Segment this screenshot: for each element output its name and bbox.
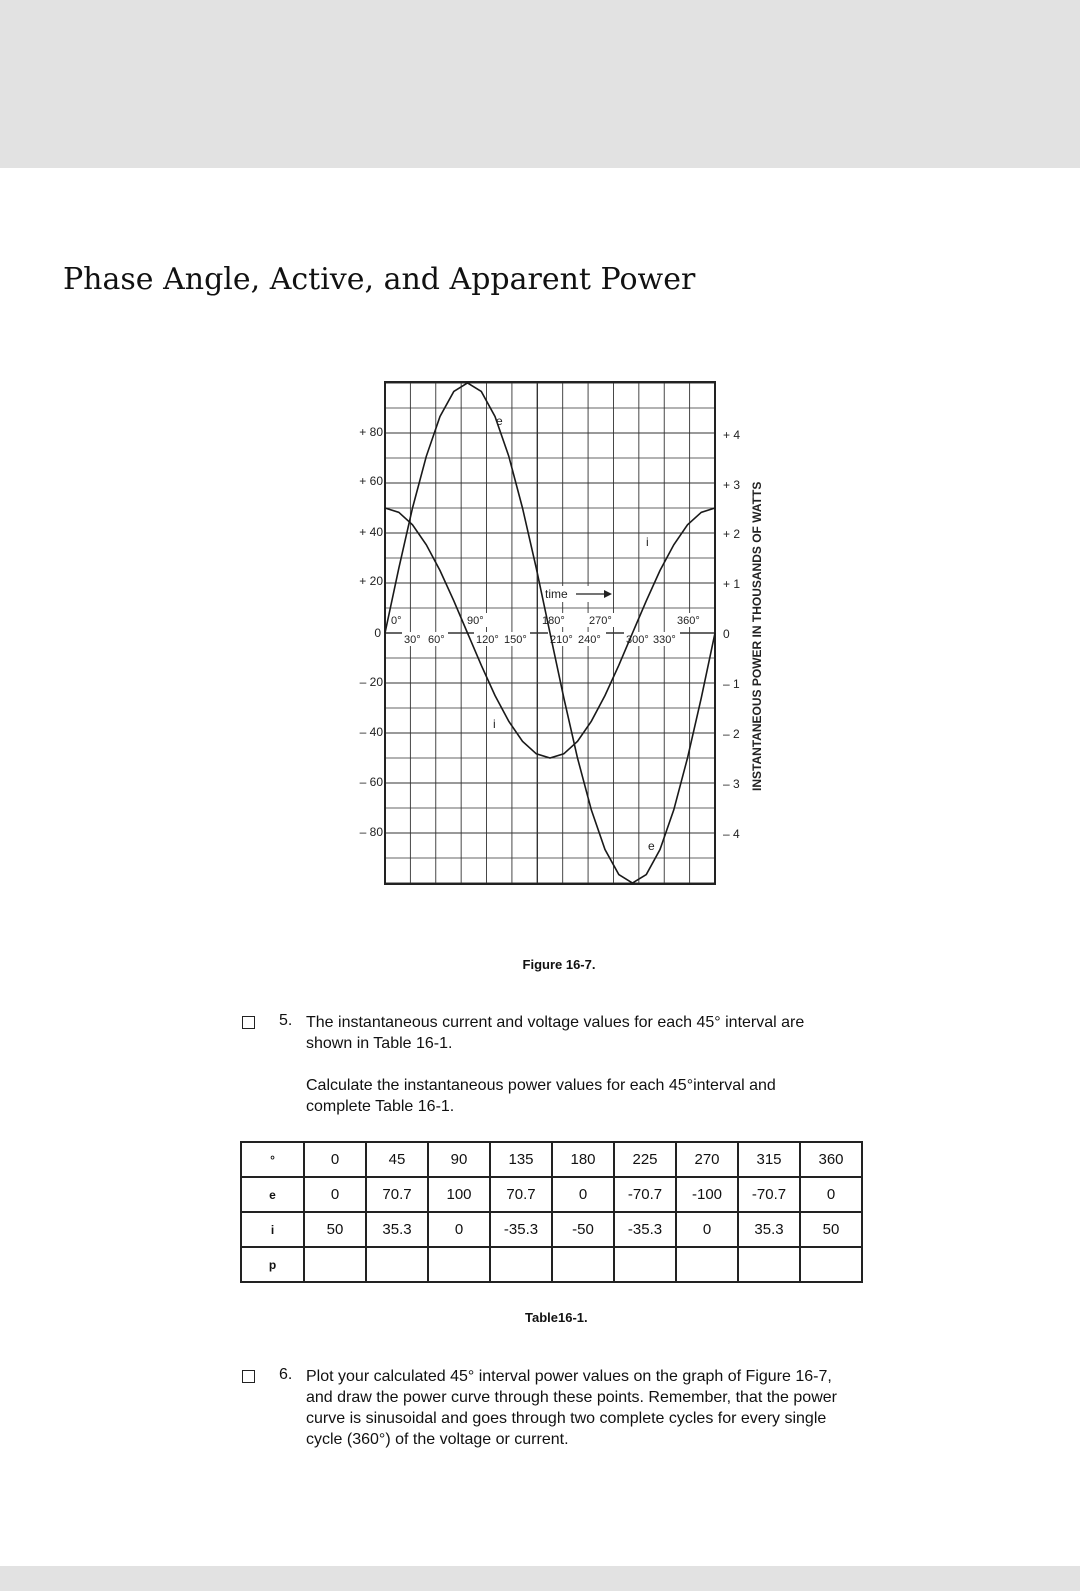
table-input-cell[interactable] (614, 1247, 676, 1282)
right-tick-label: – 1 (723, 677, 740, 691)
table-row-p (241, 1247, 862, 1282)
table-input-cell[interactable] (304, 1247, 366, 1282)
table-cell: 50 (304, 1212, 366, 1247)
question-6-checkbox[interactable] (242, 1370, 255, 1383)
curve-label-e: e (648, 839, 655, 853)
table-cell: 70.7 (490, 1177, 552, 1212)
table-cell: 0 (428, 1212, 490, 1247)
angle-label: 300° (626, 634, 649, 646)
question-5-text (306, 1012, 880, 1117)
table-input-cell[interactable] (490, 1247, 552, 1282)
angle-label: 0° (391, 615, 402, 627)
question-5-checkbox[interactable] (242, 1016, 255, 1029)
angle-label: 120° (476, 634, 499, 646)
question-5-line: Calculate the instantaneous power values for each 45°interval and (306, 1077, 776, 1094)
table-cell: 70.7 (366, 1177, 428, 1212)
left-tick-label: + 20 (359, 574, 383, 588)
bottom-band (0, 1566, 1080, 1591)
table-cell: 180 (552, 1142, 614, 1177)
table-cell: 100 (428, 1177, 490, 1212)
left-tick-label: – 60 (359, 775, 383, 789)
left-tick-label: – 40 (359, 725, 383, 739)
table-row-e (241, 1177, 862, 1212)
table-cell: 35.3 (738, 1212, 800, 1247)
right-tick-label: 0 (723, 627, 730, 641)
table-cell: -70.7 (614, 1177, 676, 1212)
angle-label: 210° (550, 634, 573, 646)
row-header: e (241, 1177, 304, 1212)
right-tick-label: – 2 (723, 727, 740, 741)
question-6-number: 6. (279, 1366, 293, 1383)
table-input-cell[interactable] (366, 1247, 428, 1282)
time-label: time (545, 587, 568, 601)
table-cell: -35.3 (490, 1212, 552, 1247)
right-tick-label: + 2 (723, 527, 741, 541)
question-6-line: curve is sinusoidal and goes through two complete cycles for every single (306, 1410, 827, 1427)
left-tick-label: 0 (374, 626, 381, 640)
right-tick-label: + 4 (723, 428, 741, 442)
question-5-line: The instantaneous current and voltage values for each 45° interval are (306, 1014, 805, 1031)
table-input-cell[interactable] (552, 1247, 614, 1282)
angle-label: 150° (504, 634, 527, 646)
angle-label: 30° (404, 634, 421, 646)
angle-label: 270° (589, 615, 612, 627)
curve-label-e: e (496, 414, 503, 428)
table-input-cell[interactable] (676, 1247, 738, 1282)
table-cell: 0 (676, 1212, 738, 1247)
angle-label: 90° (467, 615, 484, 627)
table-cell: 315 (738, 1142, 800, 1177)
table-input-cell[interactable] (738, 1247, 800, 1282)
angle-label: 330° (653, 634, 676, 646)
table-cell: -100 (676, 1177, 738, 1212)
table-cell: 0 (304, 1142, 366, 1177)
table-cell: 35.3 (366, 1212, 428, 1247)
table-cell: -35.3 (614, 1212, 676, 1247)
row-header: i (241, 1212, 304, 1247)
table-cell: 45 (366, 1142, 428, 1177)
table-cell: 90 (428, 1142, 490, 1177)
right-tick-label: + 3 (723, 478, 741, 492)
table-cell: 360 (800, 1142, 862, 1177)
question-6-line: and draw the power curve through these points. Remember, that the power (306, 1389, 837, 1406)
left-tick-label: – 80 (359, 825, 383, 839)
left-tick-label: + 40 (359, 525, 383, 539)
angle-label: 240° (578, 634, 601, 646)
question-5-line: shown in Table 16-1. (306, 1035, 453, 1052)
question-6-text (306, 1366, 886, 1450)
table-row-i (241, 1212, 862, 1247)
right-tick-label: – 3 (723, 777, 740, 791)
left-tick-label: – 20 (359, 675, 383, 689)
right-tick-label: + 1 (723, 577, 741, 591)
table-cell: 0 (304, 1177, 366, 1212)
curve-label-i: i (646, 535, 649, 549)
table-cell: 0 (552, 1177, 614, 1212)
angle-label: 60° (428, 634, 445, 646)
angle-label: 360° (677, 615, 700, 627)
table-cell: 135 (490, 1142, 552, 1177)
question-6-line: Plot your calculated 45° interval power values on the graph of Figure 16-7, (306, 1368, 832, 1385)
table-row-degrees (241, 1142, 862, 1177)
left-tick-label: + 80 (359, 425, 383, 439)
table-input-cell[interactable] (800, 1247, 862, 1282)
question-5-number: 5. (279, 1012, 293, 1029)
question-6-line: cycle (360°) of the voltage or current. (306, 1431, 569, 1448)
table-cell: 0 (800, 1177, 862, 1212)
page-title: Phase Angle, Active, and Apparent Power (63, 262, 696, 297)
right-axis-title: INSTANTANEOUS POWER IN THOUSANDS OF WATTS (750, 481, 764, 791)
table-cell: -70.7 (738, 1177, 800, 1212)
table-cell: -50 (552, 1212, 614, 1247)
angle-label: 180° (542, 615, 565, 627)
row-header: ° (241, 1142, 304, 1177)
table-input-cell[interactable] (428, 1247, 490, 1282)
table-caption: Table16-1. (525, 1310, 588, 1325)
row-header: p (241, 1247, 304, 1282)
left-tick-label: + 60 (359, 474, 383, 488)
table-cell: 50 (800, 1212, 862, 1247)
figure-caption: Figure 16-7. (522, 957, 596, 972)
table-cell: 270 (676, 1142, 738, 1177)
right-tick-label: – 4 (723, 827, 740, 841)
table-16-1 (240, 1141, 863, 1283)
curve-label-i: i (493, 717, 496, 731)
question-5-line: complete Table 16-1. (306, 1098, 455, 1115)
table-cell: 225 (614, 1142, 676, 1177)
